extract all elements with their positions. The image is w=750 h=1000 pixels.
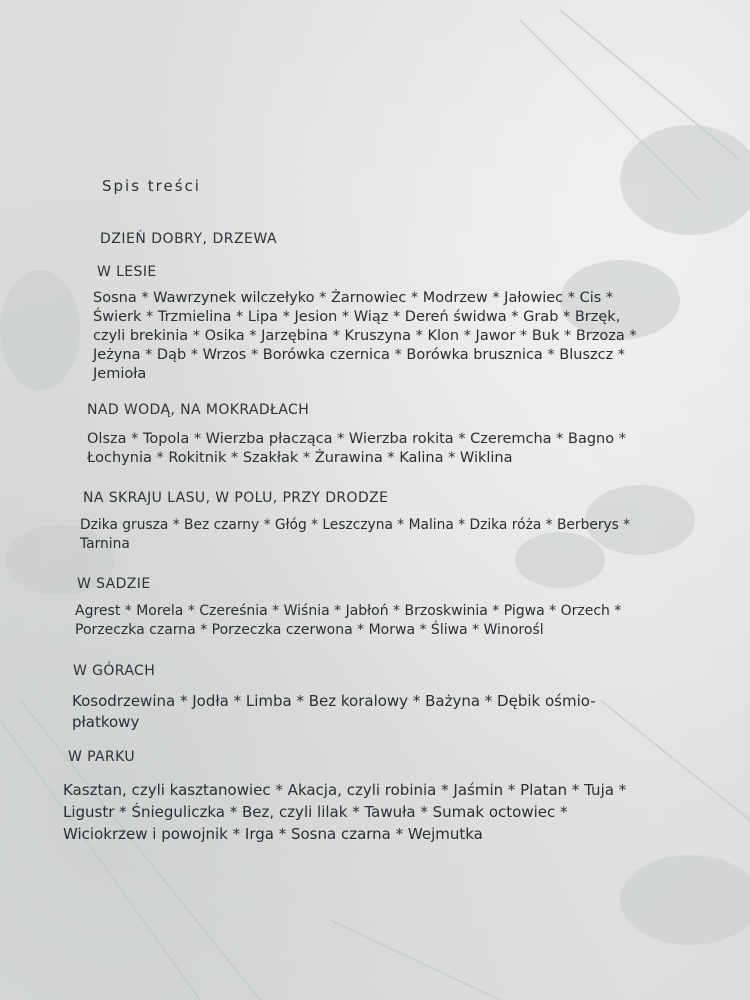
section-heading-na-skraju-lasu: NA SKRAJU LASU, W POLU, PRZY DRODZE xyxy=(83,490,389,506)
list-line: Łochynia * Rokitnik * Szakłak * Żurawina * Kalina * Wiklina xyxy=(87,450,513,466)
section-heading-w-parku: W PARKU xyxy=(68,749,135,765)
list-line: Jeżyna * Dąb * Wrzos * Borówka czernica * Borówka brusznica * Bluszcz * xyxy=(93,347,626,363)
section-list-w-lesie xyxy=(93,289,665,384)
section-heading-w-gorach: W GÓRACH xyxy=(73,663,156,679)
list-line: Wiciokrzew i powojnik * Irga * Sosna czarna * Wejmutka xyxy=(63,825,483,843)
book-part-title: DZIEŃ DOBRY, DRZEWA xyxy=(100,231,278,247)
section-heading-nad-woda: NAD WODĄ, NA MOKRADŁACH xyxy=(87,402,310,418)
page-title: Spis treści xyxy=(102,177,201,195)
list-line: Jemioła xyxy=(93,366,147,382)
list-line: płatkowy xyxy=(72,713,140,731)
section-heading-w-lesie: W LESIE xyxy=(97,264,157,280)
section-list-w-parku xyxy=(63,779,681,845)
list-line: czyli brekinia * Osika * Jarzębina * Kruszyna * Klon * Jawor * Buk * Brzoza * xyxy=(93,328,637,344)
section-list-w-gorach xyxy=(72,691,676,733)
list-line: Kasztan, czyli kasztanowiec * Akacja, czyli robinia * Jaśmin * Platan * Tuja * xyxy=(63,781,627,799)
list-line: Świerk * Trzmielina * Lipa * Jesion * Wiąz * Dereń świdwa * Grab * Brzęk, xyxy=(93,309,621,325)
list-line: Tarnina xyxy=(80,536,130,552)
section-list-w-sadzie xyxy=(75,602,673,640)
list-line: Agrest * Morela * Czereśnia * Wiśnia * Jabłoń * Brzoskwinia * Pigwa * Orzech * xyxy=(75,603,622,619)
section-heading-w-sadzie: W SADZIE xyxy=(77,576,151,592)
section-list-na-skraju-lasu xyxy=(80,516,670,554)
list-line: Kosodrzewina * Jodła * Limba * Bez koralowy * Bażyna * Dębik ośmio- xyxy=(72,692,596,710)
list-line: Ligustr * Śnieguliczka * Bez, czyli lilak * Tawuła * Sumak octowiec * xyxy=(63,803,568,821)
list-line: Porzeczka czarna * Porzeczka czerwona * Morwa * Śliwa * Winorośl xyxy=(75,622,544,638)
list-line: Olsza * Topola * Wierzba płacząca * Wierzba rokita * Czeremcha * Bagno * xyxy=(87,431,626,447)
list-line: Sosna * Wawrzynek wilczełyko * Żarnowiec * Modrzew * Jałowiec * Cis * xyxy=(93,290,614,306)
section-list-nad-woda xyxy=(87,430,667,468)
list-line: Dzika grusza * Bez czarny * Głóg * Leszczyna * Malina * Dzika róża * Berberys * xyxy=(80,517,631,533)
